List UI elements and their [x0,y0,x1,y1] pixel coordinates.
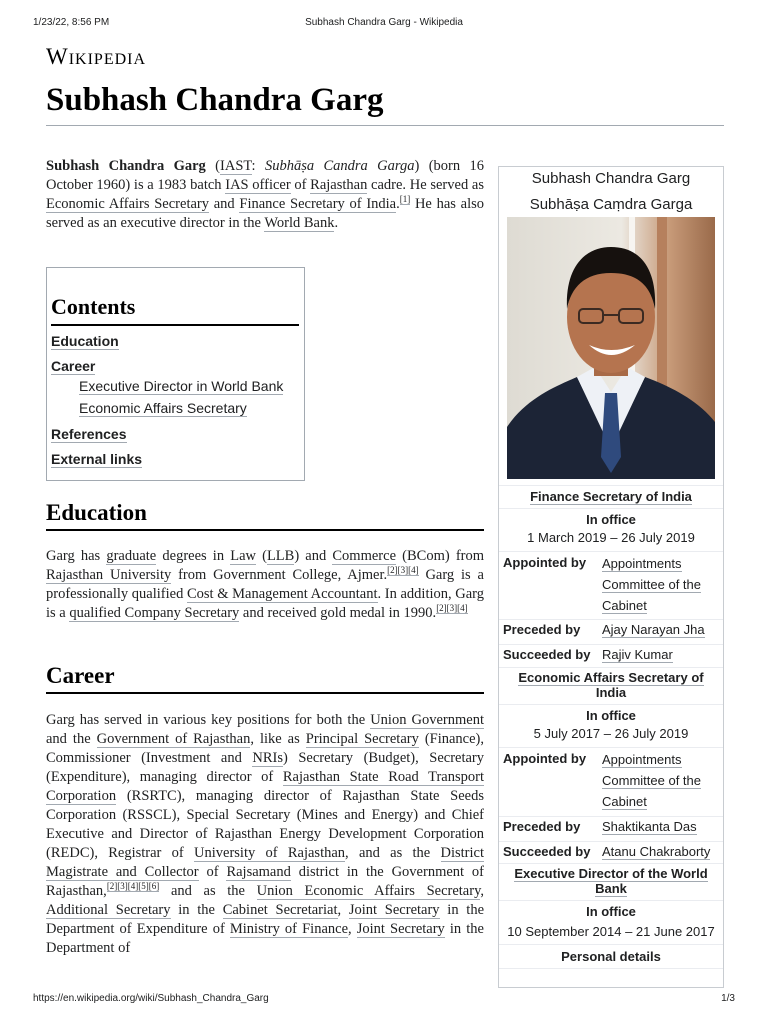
infobox-office-world-bank[interactable]: Executive Director of the World Bank [514,866,708,896]
link-joint-secretary[interactable]: Joint Secretary [356,921,445,937]
succeeded-by-label: Succeeded by [503,844,591,859]
portrait-photo[interactable] [507,217,715,479]
link-law[interactable]: Law [230,548,256,564]
personal-details-header: Personal details [561,949,661,964]
table-of-contents [46,267,305,481]
toc-item-education[interactable]: Education [51,333,119,349]
portrait-image [507,217,715,479]
link-union-economic-affairs-secretary[interactable]: Union Economic Affairs Secretary [256,883,481,899]
page-url: https://en.wikipedia.org/wiki/Subhash_Chandra_Garg [33,993,269,1004]
link-iast[interactable]: IAST [220,158,252,174]
education-paragraph: Garg has graduate degrees in Law (LLB) and Commerce (BCom) from Rajasthan University from Government College, Ajmer.[2][3][4] Garg is a professionally qualified Cost & Management Accountant. In addition, Garg is a qualified Company Secretary and received gold medal in 1990.[2][3][4] [46,548,484,621]
lead-text: . [334,215,339,231]
link-preceded-by[interactable]: Ajay Narayan Jha [602,622,705,637]
reference-links[interactable]: [2][3][4][5][6] [106,881,160,892]
link-succeeded-by[interactable]: Atanu Chakraborty [602,844,711,859]
link-graduate[interactable]: graduate [106,548,157,564]
subject-name: Subhash Chandra Garg [46,158,206,174]
link-cost-management-accountant[interactable]: Cost & Management Accountant [186,586,378,602]
iast-name: Subhāṣa Candra Garga [264,158,415,174]
title-divider [46,125,724,126]
link-union-government[interactable]: Union Government [370,712,484,728]
link-rajasthan-university[interactable]: Rajasthan University [46,567,172,583]
reference-links[interactable]: [2][3][4] [436,603,468,614]
lead-text: of [290,177,311,193]
link-ias-officer[interactable]: IAS officer [225,177,291,193]
link-llb[interactable]: LLB [266,548,295,564]
toc-item-external-links[interactable]: External links [51,451,143,467]
lead-text: cadre. He served as [367,177,484,193]
link-preceded-by[interactable]: Shaktikanta Das [602,819,697,834]
link-rajsamand[interactable]: Rajsamand [226,864,291,880]
link-world-bank[interactable]: World Bank [264,215,335,231]
toc-item-references[interactable]: References [51,426,127,442]
appointed-by-label: Appointed by [503,555,587,570]
infobox [498,166,724,988]
infobox-office-economic-affairs[interactable]: Economic Affairs Secretary of India [518,670,704,700]
appointed-by-row [499,749,723,813]
wikipedia-wordmark[interactable]: Wikipedia [46,44,147,69]
link-district-magistrate[interactable]: District Magistrate and Collector [46,845,484,880]
page-title: Subhash Chandra Garg [46,82,384,118]
infobox-native-name: Subhāṣa Caṃdra Garga [529,196,693,213]
appointed-by-value[interactable]: Appointments Committee of the Cabinet [602,752,701,809]
link-finance-secretary[interactable]: Finance Secretary of India [239,196,397,212]
preceded-by-row [499,819,723,839]
office-dates: 10 September 2014 – 21 June 2017 [507,924,715,939]
office-dates: 5 July 2017 – 26 July 2019 [533,726,689,741]
link-succeeded-by[interactable]: Rajiv Kumar [602,647,673,662]
appointed-by-value[interactable]: Appointments Committee of the Cabinet [602,556,701,613]
succeeded-by-row [499,844,723,864]
page-number: 1/3 [721,993,735,1004]
lead-text: : [251,158,265,174]
in-office-label: In office [586,708,636,723]
link-nris[interactable]: NRIs [252,750,283,766]
link-rsrtc[interactable]: Rajasthan State Road Transport Corporation [46,769,484,804]
in-office-label: In office [586,512,636,527]
toc-title: Contents [51,294,299,326]
section-heading-career: Career [46,663,484,694]
infobox-name: Subhash Chandra Garg [531,170,691,187]
print-footer [33,993,735,1004]
print-timestamp: 1/23/22, 8:56 PM [33,17,110,28]
preceded-by-label: Preceded by [503,819,581,834]
toc-item-economic-affairs[interactable]: Economic Affairs Secretary [79,400,247,416]
section-heading-education: Education [46,500,484,531]
lead-text: . [396,196,400,212]
appointed-by-label: Appointed by [503,751,587,766]
lead-text: and [209,196,240,212]
link-rajasthan[interactable]: Rajasthan [310,177,368,193]
link-joint-secretary[interactable]: Joint Secretary [348,902,440,918]
link-ministry-of-finance[interactable]: Ministry of Finance [229,921,349,937]
career-paragraph: Garg has served in various key positions for both the Union Government and the Government of Rajasthan, like as Principal Secretary (Finance), Commissioner (Investment and NRIs) Secretary (Budget), Secretary (Expenditure), managing director of Rajasthan State Road Transport Corporation (RSRTC), managing director of Rajasthan State Seeds Corporation (RSSCL), Special Secretary (Mines and Energy) and Chief Executive and Director of Rajasthan Energy Development Corporation (REDC), Registrar of University of Rajasthan, and as the District Magistrate and Collector of Rajsamand district in the Government of Rajasthan,[2][3][4][5][6] and as the Union Economic Affairs Secretary, Additional Secretary in the Cabinet Secretariat, Joint Secretary in the Department of Expenditure of Ministry of Finance, Joint Secretary in the Department of [46,712,485,956]
link-economic-affairs-secretary[interactable]: Economic Affairs Secretary [46,196,209,212]
print-header [33,17,735,31]
lead-text: ( [205,158,221,174]
preceded-by-row [499,622,723,642]
office-dates: 1 March 2019 – 26 July 2019 [527,530,695,545]
link-additional-secretary[interactable]: Additional Secretary [46,902,171,918]
print-page-title: Subhash Chandra Garg - Wikipedia [305,17,463,28]
link-cabinet-secretariat[interactable]: Cabinet Secretariat [222,902,338,918]
appointed-by-row [499,553,723,617]
infobox-office-finance-secretary[interactable]: Finance Secretary of India [530,489,692,504]
link-government-of-rajasthan[interactable]: Government of Rajasthan [96,731,251,747]
preceded-by-label: Preceded by [503,622,581,637]
toc-item-executive-director[interactable]: Executive Director in World Bank [79,378,284,394]
succeeded-by-label: Succeeded by [503,647,591,662]
lead-text: He has also served as an executive director in the [46,196,485,231]
in-office-label: In office [586,904,636,919]
succeeded-by-row [499,647,723,667]
toc-item-career[interactable]: Career [51,358,96,374]
lead-paragraph [46,157,484,233]
link-university-of-rajasthan[interactable]: University of Rajasthan [194,845,346,861]
lead-text: ) (born 16 October 1960) is a 1983 batch [46,158,484,193]
link-commerce[interactable]: Commerce [332,548,397,564]
link-principal-secretary[interactable]: Principal Secretary [305,731,419,747]
reference-links[interactable]: [2][3][4] [387,565,419,576]
reference-link[interactable]: [1] [399,194,411,205]
link-company-secretary[interactable]: qualified Company Secretary [69,605,240,621]
